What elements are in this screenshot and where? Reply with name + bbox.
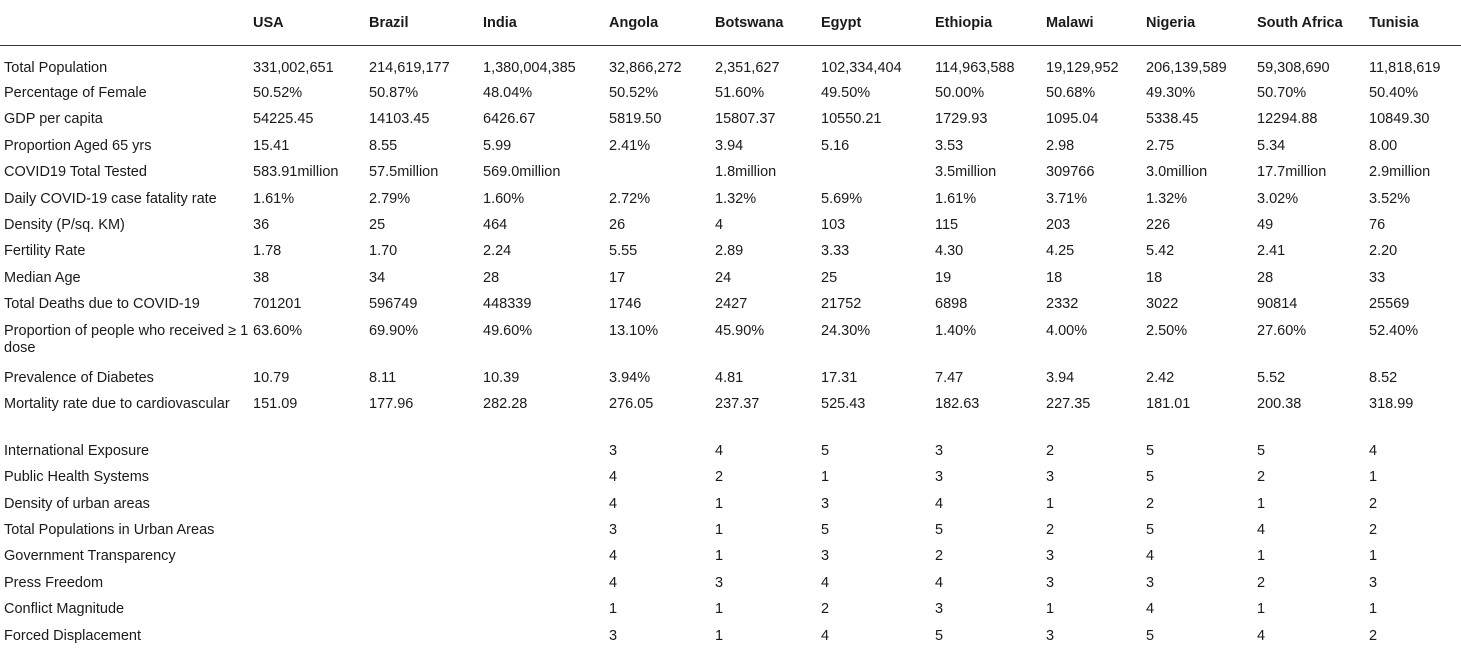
table-row — [0, 160, 1461, 186]
table-cell — [365, 597, 479, 623]
table-cell: 4 — [609, 469, 618, 486]
table-cell: 48.04% — [483, 85, 533, 101]
table-cell: 5.34 — [1257, 137, 1286, 154]
table-cell: 2.98 — [1046, 137, 1075, 154]
table-cell — [479, 492, 605, 518]
row-label: Public Health Systems — [4, 469, 150, 486]
table-cell: 38 — [253, 269, 270, 286]
table-cell: 28 — [1257, 269, 1274, 286]
table-row — [0, 81, 1461, 107]
table-row — [0, 492, 1461, 518]
table-cell: 569.0million — [483, 164, 561, 181]
header-row — [0, 0, 1461, 45]
table-cell: 13.10% — [609, 322, 659, 339]
table-cell — [365, 439, 479, 465]
header-cell-country: Brazil — [365, 0, 479, 45]
header-cell-country: Nigeria — [1142, 0, 1253, 45]
table-cell: 3 — [1046, 627, 1055, 644]
row-label: Fertility Rate — [4, 243, 86, 260]
table-cell: 2 — [1046, 522, 1055, 539]
table-cell: 21752 — [821, 296, 862, 313]
table-cell: 1 — [715, 601, 724, 618]
table-row — [0, 134, 1461, 160]
table-cell — [479, 597, 605, 623]
row-label: Total Population — [4, 59, 108, 76]
table-row — [0, 45, 1461, 81]
table-row — [0, 292, 1461, 318]
table-row — [0, 597, 1461, 623]
table-cell: 2 — [1146, 495, 1155, 512]
table-cell: 1 — [715, 627, 724, 644]
row-label: Density of urban areas — [4, 495, 150, 512]
table-cell — [365, 518, 479, 544]
table-cell: 206,139,589 — [1146, 59, 1227, 76]
table-cell: 2332 — [1046, 296, 1079, 313]
table-cell: 1 — [1369, 601, 1378, 618]
header-cell-country: South Africa — [1253, 0, 1365, 45]
table-cell: 1.61% — [253, 190, 295, 207]
table-cell: 5.69% — [821, 190, 863, 207]
table-cell: 5.99 — [483, 137, 512, 154]
table-cell: 282.28 — [483, 395, 528, 412]
table-cell: 27.60% — [1257, 322, 1307, 339]
table-cell: 3 — [935, 601, 944, 618]
table-cell: 182.63 — [935, 395, 980, 412]
table-row — [0, 518, 1461, 544]
table-row — [0, 439, 1461, 465]
table-cell: 25569 — [1369, 296, 1410, 313]
table-cell: 5 — [1146, 469, 1155, 486]
table-cell — [365, 624, 479, 650]
table-cell: 3 — [609, 627, 618, 644]
table-row — [0, 465, 1461, 491]
table-cell: 3.52% — [1369, 190, 1411, 207]
table-cell: 15807.37 — [715, 111, 776, 128]
row-label: Percentage of Female — [4, 85, 147, 101]
table-cell: 115 — [935, 216, 959, 233]
table-row — [0, 392, 1461, 439]
table-cell: 102,334,404 — [821, 59, 902, 76]
header-cell-country: Egypt — [817, 0, 931, 45]
table-cell: 49.60% — [483, 322, 533, 339]
table-cell: 32,866,272 — [609, 59, 682, 76]
table-cell — [249, 465, 365, 491]
header-cell-country: India — [479, 0, 605, 45]
row-label: Conflict Magnitude — [4, 601, 125, 618]
table-cell: 17 — [609, 269, 626, 286]
table-cell: 5.55 — [609, 243, 638, 260]
table-cell: 114,963,588 — [935, 59, 1015, 76]
table-cell: 2 — [1257, 574, 1266, 591]
header-cell-country: Tunisia — [1365, 0, 1461, 45]
row-label: COVID19 Total Tested — [4, 164, 147, 181]
table-cell: 3 — [1369, 574, 1378, 591]
table-cell: 15.41 — [253, 137, 290, 154]
table-cell: 49 — [1257, 216, 1274, 233]
table-cell: 2427 — [715, 296, 748, 313]
table-cell: 24 — [715, 269, 732, 286]
table-cell: 1 — [715, 495, 724, 512]
table-cell: 2 — [1257, 469, 1266, 486]
table-cell: 2 — [821, 601, 830, 618]
table-cell: 52.40% — [1369, 322, 1419, 339]
table-cell: 4 — [609, 548, 618, 565]
table-cell: 2.24 — [483, 243, 512, 260]
row-label: International Exposure — [4, 442, 150, 459]
table-cell: 5 — [1257, 442, 1266, 459]
table-cell: 4 — [821, 627, 830, 644]
table-cell: 2 — [935, 548, 944, 565]
row-label: Total Populations in Urban Areas — [4, 522, 215, 539]
table-cell: 1729.93 — [935, 111, 988, 128]
table-cell: 3 — [1046, 469, 1055, 486]
table-cell: 1.32% — [715, 190, 757, 207]
table-cell: 5 — [1146, 522, 1155, 539]
table-row — [0, 366, 1461, 392]
table-cell: 5.16 — [821, 137, 850, 154]
table-cell: 6426.67 — [483, 111, 536, 128]
table-cell: 19,129,952 — [1046, 59, 1119, 76]
table-cell: 2.79% — [369, 190, 411, 207]
table-cell — [365, 492, 479, 518]
row-label: Daily COVID-19 case fatality rate — [4, 190, 217, 207]
table-cell: 28 — [483, 269, 500, 286]
table-cell: 8.55 — [369, 137, 398, 154]
table-cell: 3.02% — [1257, 190, 1299, 207]
header-cell-country: Angola — [605, 0, 711, 45]
table-cell — [479, 465, 605, 491]
table-cell — [479, 571, 605, 597]
table-row — [0, 239, 1461, 265]
table-cell: 4.30 — [935, 243, 964, 260]
header-cell-country: USA — [249, 0, 365, 45]
table-cell: 51.60% — [715, 85, 765, 101]
table-cell: 309766 — [1046, 164, 1095, 181]
table-cell: 226 — [1146, 216, 1171, 233]
table-cell: 1 — [715, 522, 724, 539]
table-cell: 36 — [253, 216, 270, 233]
table-cell: 50.52% — [253, 85, 303, 101]
table-cell: 203 — [1046, 216, 1071, 233]
table-cell: 4 — [609, 574, 618, 591]
table-cell: 17.31 — [821, 369, 858, 386]
table-cell: 3.53 — [935, 137, 964, 154]
table-cell: 12294.88 — [1257, 111, 1318, 128]
table-cell: 4 — [1257, 522, 1266, 539]
table-cell: 3.94% — [609, 369, 651, 386]
table-cell: 3 — [1046, 574, 1055, 591]
table-cell: 177.96 — [369, 395, 414, 412]
table-cell: 701201 — [253, 296, 302, 313]
table-cell: 1 — [1046, 601, 1055, 618]
table-cell: 525.43 — [821, 395, 866, 412]
table-cell: 7.47 — [935, 369, 964, 386]
table-row — [0, 213, 1461, 239]
table-cell: 1 — [1257, 601, 1266, 618]
table-cell: 1 — [1046, 495, 1055, 512]
table-cell: 45.90% — [715, 322, 765, 339]
table-cell: 18 — [1046, 269, 1063, 286]
row-label: Density (P/sq. KM) — [4, 216, 125, 233]
table-cell: 3 — [609, 442, 618, 459]
table-cell: 4.25 — [1046, 243, 1075, 260]
table-cell: 3.94 — [1046, 369, 1075, 386]
row-label: Government Transparency — [4, 548, 176, 565]
table-cell: 2.41 — [1257, 243, 1286, 260]
table-cell: 3022 — [1146, 296, 1179, 313]
table-cell: 24.30% — [821, 322, 871, 339]
table-cell: 14103.45 — [369, 111, 430, 128]
table-cell: 50.68% — [1046, 85, 1096, 101]
row-label: GDP per capita — [4, 111, 103, 128]
table-cell: 214,619,177 — [369, 59, 450, 76]
table-cell: 10.39 — [483, 369, 520, 386]
table-cell: 49.30% — [1146, 85, 1196, 101]
table-cell: 2.50% — [1146, 322, 1188, 339]
table-cell — [479, 624, 605, 650]
table-cell: 34 — [369, 269, 386, 286]
table-cell — [817, 160, 931, 186]
table-cell: 5 — [821, 522, 830, 539]
table-cell: 8.00 — [1369, 137, 1398, 154]
table-cell — [249, 544, 365, 570]
table-cell: 331,002,651 — [253, 59, 334, 76]
row-label: Mortality rate due to cardiovascular — [4, 395, 230, 412]
table-cell: 3 — [609, 522, 618, 539]
table-cell: 5.42 — [1146, 243, 1175, 260]
table-cell: 50.40% — [1369, 85, 1419, 101]
table-row — [0, 266, 1461, 292]
header-cell-country: Ethiopia — [931, 0, 1042, 45]
table-cell: 57.5million — [369, 164, 439, 181]
table-row — [0, 571, 1461, 597]
table-cell: 3 — [935, 469, 944, 486]
table-cell: 276.05 — [609, 395, 654, 412]
table-cell: 3.5million — [935, 164, 997, 181]
table-cell: 5.52 — [1257, 369, 1286, 386]
table-row — [0, 187, 1461, 213]
table-body — [0, 45, 1461, 650]
table-cell: 26 — [609, 216, 626, 233]
table-cell: 2.20 — [1369, 243, 1398, 260]
table-cell: 1 — [1369, 548, 1378, 565]
table-cell: 4 — [935, 495, 944, 512]
table-cell — [249, 624, 365, 650]
table-cell: 151.09 — [253, 395, 298, 412]
row-label: Proportion of people who received ≥ 1 dose — [4, 322, 249, 356]
table-cell: 3.0million — [1146, 164, 1208, 181]
table-cell: 25 — [821, 269, 838, 286]
table-cell: 69.90% — [369, 322, 419, 339]
table-cell: 3 — [715, 574, 724, 591]
table-cell: 2 — [1046, 442, 1055, 459]
table-cell: 19 — [935, 269, 952, 286]
table-cell: 1.8million — [715, 164, 777, 181]
table-cell: 4 — [715, 216, 724, 233]
table-cell: 5 — [1146, 627, 1155, 644]
row-label: Median Age — [4, 269, 81, 286]
table-cell: 76 — [1369, 216, 1386, 233]
row-label: Total Deaths due to COVID-19 — [4, 296, 200, 313]
table-cell: 464 — [483, 216, 508, 233]
table-cell: 8.52 — [1369, 369, 1398, 386]
table-cell — [249, 492, 365, 518]
table-cell: 4 — [935, 574, 944, 591]
table-cell: 2 — [1369, 495, 1378, 512]
row-label: Proportion Aged 65 yrs — [4, 137, 152, 154]
table-cell — [479, 439, 605, 465]
table-cell — [365, 571, 479, 597]
table-cell: 54225.45 — [253, 111, 314, 128]
table-cell: 2.42 — [1146, 369, 1175, 386]
table-cell: 3 — [935, 442, 944, 459]
table-cell: 1.60% — [483, 190, 525, 207]
table-cell: 4 — [1146, 548, 1155, 565]
table-row — [0, 624, 1461, 650]
table-cell: 4.81 — [715, 369, 744, 386]
table-cell: 2.72% — [609, 190, 651, 207]
table-cell: 318.99 — [1369, 395, 1414, 412]
table-cell: 1.78 — [253, 243, 282, 260]
table-cell: 4 — [1257, 627, 1266, 644]
table-cell: 50.00% — [935, 85, 985, 101]
table-cell: 10.79 — [253, 369, 290, 386]
table-cell: 227.35 — [1046, 395, 1091, 412]
table-cell: 4 — [1369, 442, 1378, 459]
table-cell: 3.94 — [715, 137, 744, 154]
table-cell: 1 — [1257, 548, 1266, 565]
table-cell — [249, 571, 365, 597]
row-label: Press Freedom — [4, 574, 104, 591]
table-cell: 1 — [1257, 495, 1266, 512]
table-cell: 2.9million — [1369, 164, 1431, 181]
table-cell: 2 — [1369, 627, 1378, 644]
table-cell: 181.01 — [1146, 395, 1191, 412]
table-cell: 8.11 — [369, 369, 397, 386]
table-cell: 3 — [1046, 548, 1055, 565]
header-cell-label — [0, 0, 249, 45]
table-cell: 1 — [821, 469, 830, 486]
table-cell: 2 — [1369, 522, 1378, 539]
table-row — [0, 107, 1461, 133]
table-cell — [479, 518, 605, 544]
table-cell: 237.37 — [715, 395, 760, 412]
table-cell: 3 — [1146, 574, 1155, 591]
table-cell: 4 — [1146, 601, 1155, 618]
table-cell — [479, 544, 605, 570]
table-cell: 1746 — [609, 296, 642, 313]
table-cell: 49.50% — [821, 85, 871, 101]
table-cell: 33 — [1369, 269, 1386, 286]
table-cell: 50.87% — [369, 85, 419, 101]
table-cell — [249, 597, 365, 623]
table-cell: 2.75 — [1146, 137, 1175, 154]
table-cell: 59,308,690 — [1257, 59, 1330, 76]
table-cell: 63.60% — [253, 322, 303, 339]
table-cell: 5 — [1146, 442, 1155, 459]
table-cell: 18 — [1146, 269, 1163, 286]
header-cell-country: Botswana — [711, 0, 817, 45]
table-cell — [249, 439, 365, 465]
table-cell: 200.38 — [1257, 395, 1302, 412]
table-cell: 17.7million — [1257, 164, 1327, 181]
table-cell: 3 — [821, 548, 830, 565]
table-cell: 5 — [935, 627, 944, 644]
table-cell: 1095.04 — [1046, 111, 1099, 128]
table-cell: 2.89 — [715, 243, 744, 260]
table-cell: 583.91million — [253, 164, 339, 181]
table-cell — [365, 465, 479, 491]
table-cell: 2.41% — [609, 137, 651, 154]
table-cell: 4 — [821, 574, 830, 591]
table-cell: 3 — [821, 495, 830, 512]
table-cell: 1,380,004,385 — [483, 59, 576, 76]
table-cell: 4 — [609, 495, 618, 512]
table-cell: 1 — [609, 601, 618, 618]
table-cell: 2,351,627 — [715, 59, 780, 76]
table-cell: 5819.50 — [609, 111, 662, 128]
table-cell: 1.32% — [1146, 190, 1188, 207]
table-cell: 50.52% — [609, 85, 659, 101]
row-label: Prevalence of Diabetes — [4, 369, 154, 386]
table-row — [0, 319, 1461, 366]
row-label: Forced Displacement — [4, 627, 141, 644]
table-cell: 90814 — [1257, 296, 1298, 313]
table-cell — [605, 160, 711, 186]
table-cell: 1.40% — [935, 322, 977, 339]
table-cell: 1.70 — [369, 243, 398, 260]
table-cell: 3.33 — [821, 243, 850, 260]
table-cell: 2 — [715, 469, 724, 486]
table-cell — [365, 544, 479, 570]
table-cell — [249, 518, 365, 544]
table-row — [0, 544, 1461, 570]
table-cell: 103 — [821, 216, 846, 233]
table-cell: 596749 — [369, 296, 418, 313]
table-cell: 6898 — [935, 296, 968, 313]
header-cell-country: Malawi — [1042, 0, 1142, 45]
table-cell: 11,818,619 — [1369, 59, 1441, 76]
table-cell: 448339 — [483, 296, 532, 313]
table-cell: 1 — [1369, 469, 1378, 486]
table-cell: 10849.30 — [1369, 111, 1430, 128]
table-cell: 5 — [935, 522, 944, 539]
table-cell: 50.70% — [1257, 85, 1307, 101]
table-cell: 5338.45 — [1146, 111, 1199, 128]
table-cell: 25 — [369, 216, 386, 233]
table-cell: 4.00% — [1046, 322, 1088, 339]
table-cell: 1 — [715, 548, 724, 565]
table-cell: 4 — [715, 442, 724, 459]
table-cell: 1.61% — [935, 190, 977, 207]
table-cell: 10550.21 — [821, 111, 882, 128]
table-cell: 5 — [821, 442, 830, 459]
table-cell: 3.71% — [1046, 190, 1088, 207]
